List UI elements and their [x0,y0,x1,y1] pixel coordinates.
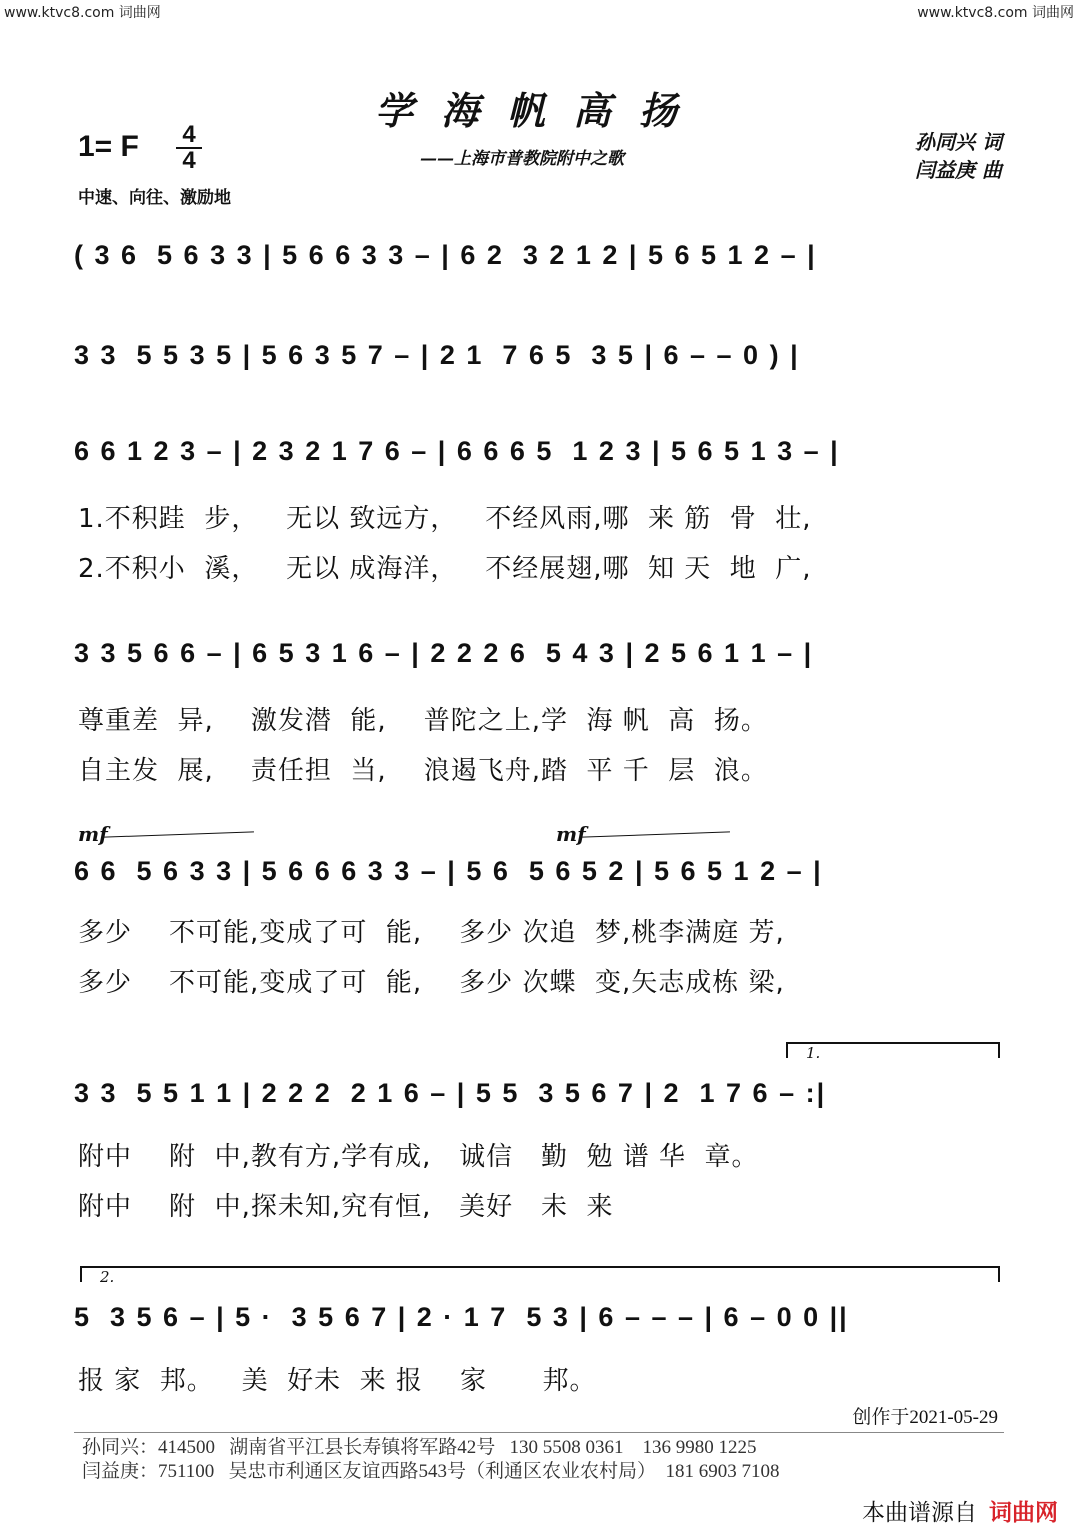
composer: 闫益庚 曲 [915,158,1002,182]
volta-label-2: 2. [100,1268,115,1286]
staff-line-4: 3 3 5 6 6 – | 6 5 3 1 6 – | 2 2 2 6 5 4 3 | 2 5 6 1 1 – | [74,638,814,668]
contact-composer: 闫益庚：751100 吴忠市利通区友谊西路543号（利通区农业农村局） 181 6903 7108 [82,1461,780,1482]
lyric-line-3-verse-1: 1.不积跬 步， 无以 致远方， 不经风雨,哪 来 筋 骨 壮, [78,504,812,534]
staff-line-3: 6 6 1 2 3 – | 2 3 2 1 7 6 – | 6 6 6 5 1 2 3 | 5 6 5 1 3 – | [74,436,840,466]
staff-line-7: 5 3 5 6 – | 5 · 3 5 6 7 | 2 · 1 7 5 3 | 6 – – – | 6 – 0 0 || [74,1302,849,1332]
credits [886,128,1002,184]
key-signature: 1= F [78,130,139,163]
lyricist: 孙同兴 词 [915,130,1002,154]
time-top: 4 [182,121,196,148]
crescendo-hairpin-1 [104,831,254,837]
watermark-left: www.ktvc8.com 词曲网 [4,5,161,21]
volta-bracket-2 [80,1266,1000,1282]
source-credit [862,1494,1058,1527]
tempo-marking: 中速、向往、激励地 [78,188,231,208]
staff-line-1: ( 3 6 5 6 3 3 | 5 6 6 3 3 – | 6 2 3 2 1 2 | 5 6 5 1 2 – | [74,240,817,270]
creation-date: 创作于2021-05-29 [852,1407,998,1428]
staff-line-5: 6 6 5 6 3 3 | 5 6 6 6 3 3 – | 5 6 5 6 5 2 | 5 6 5 1 2 – | [74,856,823,886]
lyric-line-6-verse-1: 附中 附 中,教有方,学有成, 诚信 勤 勉 谱 华 章。 [78,1142,759,1172]
lyric-line-5-verse-1: 多少 不可能,变成了可 能, 多少 次追 梦,桃李满庭 芳, [78,918,785,948]
lyric-line-4-verse-2: 自主发 展, 责任担 当, 浪遏飞舟,踏 平 千 层 浪。 [78,756,768,786]
dynamic-mf-2: mf [556,822,586,846]
song-title: 学海帆高扬 [374,88,705,133]
song-subtitle: ——上海市普教院附中之歌 [420,149,624,169]
time-bottom: 4 [182,147,196,174]
staff-line-2: 3 3 5 5 3 5 | 5 6 3 5 7 – | 2 1 7 6 5 3 5 | 6 – – 0 ) | [74,340,800,370]
lyric-line-7-verse-1: 报 家 邦。 美 好未 来 报 家 邦。 [78,1366,597,1396]
contact-lyricist: 孙同兴：414500 湖南省平江县长寿镇将军路42号 130 5508 0361 136 9980 1225 [82,1437,757,1458]
source-label: 本曲谱源自 [862,1500,977,1526]
dynamic-mf-1: mf [78,822,108,846]
source-brand-link[interactable]: 词曲网 [989,1500,1058,1526]
volta-label-1: 1. [806,1044,821,1062]
lyric-line-3-verse-2: 2.不积小 溪， 无以 成海洋， 不经展翅,哪 知 天 地 广, [78,554,812,584]
watermark-right: www.ktvc8.com 词曲网 [917,5,1074,21]
lyric-line-5-verse-2: 多少 不可能,变成了可 能, 多少 次蝶 变,矢志成栋 梁, [78,968,785,998]
lyric-line-6-verse-2: 附中 附 中,探未知,究有恒, 美好 未 来 [78,1192,614,1222]
crescendo-hairpin-2 [582,831,730,837]
lyric-line-4-verse-1: 尊重差 异, 激发潜 能, 普陀之上,学 海 帆 高 扬。 [78,706,768,736]
time-signature [176,121,202,174]
staff-line-6: 3 3 5 5 1 1 | 2 2 2 2 1 6 – | 5 5 3 5 6 7 | 2 1 7 6 – :| [74,1078,827,1108]
